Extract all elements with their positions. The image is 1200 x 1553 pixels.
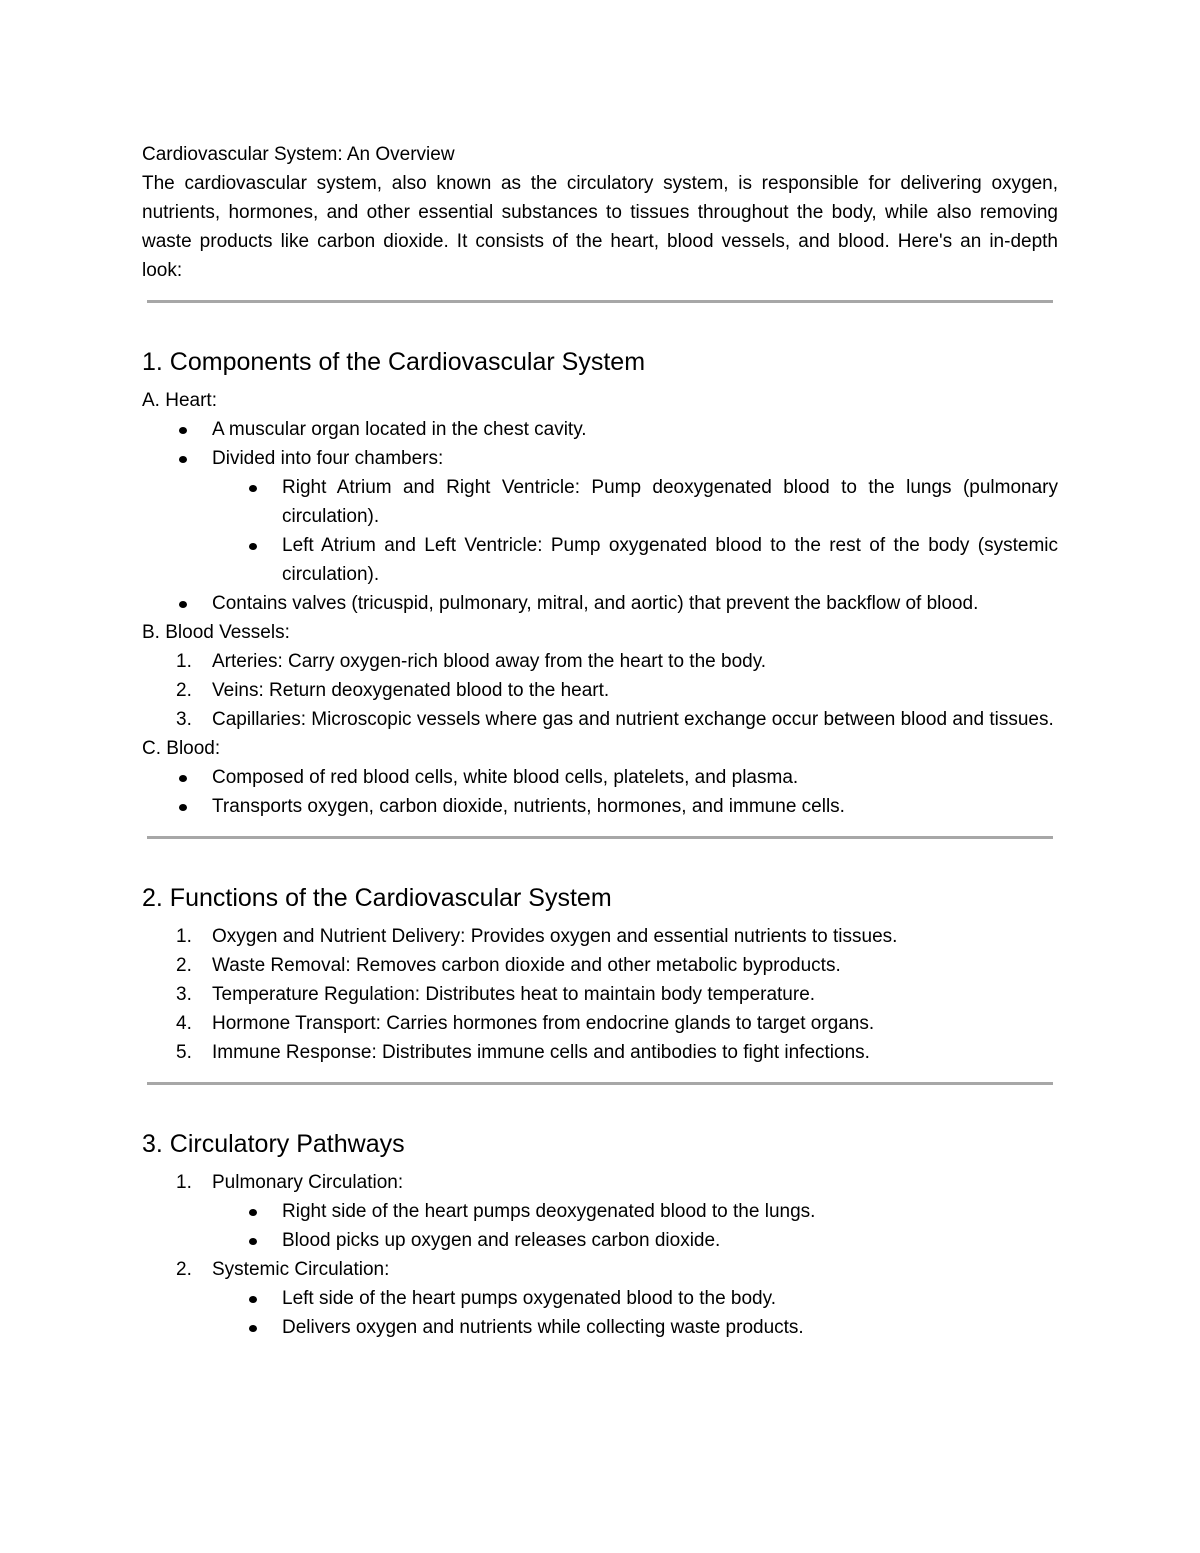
list-number: 5. <box>176 1042 192 1063</box>
list-number: 3. <box>176 984 192 1005</box>
section-heading-functions: 2. Functions of the Cardiovascular System <box>142 884 612 912</box>
section-heading-pathways: 3. Circulatory Pathways <box>142 1130 405 1158</box>
pulmonary-list <box>212 1197 1058 1255</box>
vessels-list <box>142 647 1058 734</box>
list-item-text: Arteries: Carry oxygen-rich blood away from the heart to the body. <box>212 651 767 672</box>
list-item-text: Divided into four chambers: <box>212 448 444 469</box>
section-heading-components: 1. Components of the Cardiovascular System <box>142 348 646 376</box>
list-item-text: Temperature Regulation: Distributes heat to maintain body temperature. <box>212 984 816 1005</box>
list-item: Composed of red blood cells, white blood cells, platelets, and plasma. <box>142 763 1058 792</box>
list-item <box>142 951 1058 980</box>
list-item-text: Immune Response: Distributes immune cells and antibodies to fight infections. <box>212 1042 870 1063</box>
list-item <box>142 647 1058 676</box>
list-number: 2. <box>176 680 192 701</box>
list-item: Right side of the heart pumps deoxygenated blood to the lungs. <box>212 1197 1058 1226</box>
list-item <box>142 705 1058 734</box>
list-item: Transports oxygen, carbon dioxide, nutrients, hormones, and immune cells. <box>142 792 1058 821</box>
chambers-list <box>212 473 1058 589</box>
subheading-heart: A. Heart: <box>142 390 217 411</box>
list-number: 1. <box>176 926 192 947</box>
list-item <box>142 444 1058 589</box>
pathways-list <box>142 1168 1058 1342</box>
horizontal-rule <box>147 836 1053 839</box>
list-item: Blood picks up oxygen and releases carbon dioxide. <box>212 1226 1058 1255</box>
list-item: Contains valves (tricuspid, pulmonary, mitral, and aortic) that prevent the backflow of blood. <box>142 589 1058 618</box>
horizontal-rule <box>147 300 1053 303</box>
subheading-blood-vessels: B. Blood Vessels: <box>142 622 290 643</box>
list-item <box>142 980 1058 1009</box>
list-number: 2. <box>176 1259 192 1280</box>
list-item-text: Capillaries: Microscopic vessels where gas and nutrient exchange occur between blood and tissues. <box>212 709 1054 730</box>
list-item-text: Oxygen and Nutrient Delivery: Provides oxygen and essential nutrients to tissues. <box>212 926 898 947</box>
list-item: Delivers oxygen and nutrients while collecting waste products. <box>212 1313 1058 1342</box>
heart-list <box>142 415 1058 618</box>
list-item <box>142 1009 1058 1038</box>
list-number: 4. <box>176 1013 192 1034</box>
list-number: 2. <box>176 955 192 976</box>
systemic-list <box>212 1284 1058 1342</box>
document-title: Cardiovascular System: An Overview <box>142 144 455 165</box>
list-item <box>142 922 1058 951</box>
intro-paragraph: The cardiovascular system, also known as the circulatory system, is responsible for delivering oxygen, nutrients, hormones, and other essential substances to tissues throughout the body, while also removing waste products like carbon dioxide. It consists of the heart, blood vessels, and blood. Here's an in-depth look: <box>142 173 1058 281</box>
list-number: 1. <box>176 1172 192 1193</box>
list-number: 3. <box>176 709 192 730</box>
subheading-blood: C. Blood: <box>142 738 221 759</box>
functions-list <box>142 922 1058 1067</box>
list-item-text: Systemic Circulation: <box>212 1259 390 1280</box>
list-item-text: Waste Removal: Removes carbon dioxide and other metabolic byproducts. <box>212 955 841 976</box>
blood-list <box>142 763 1058 821</box>
list-item-text: Veins: Return deoxygenated blood to the heart. <box>212 680 610 701</box>
list-item: Right Atrium and Right Ventricle: Pump deoxygenated blood to the lungs (pulmonary circulation). <box>212 473 1058 531</box>
list-item: Left side of the heart pumps oxygenated blood to the body. <box>212 1284 1058 1313</box>
list-item <box>142 1038 1058 1067</box>
horizontal-rule <box>147 1082 1053 1085</box>
list-item: A muscular organ located in the chest cavity. <box>142 415 1058 444</box>
list-item-text: Hormone Transport: Carries hormones from endocrine glands to target organs. <box>212 1013 875 1034</box>
list-item <box>142 1255 1058 1342</box>
list-item <box>142 676 1058 705</box>
list-number: 1. <box>176 651 192 672</box>
list-item: Left Atrium and Left Ventricle: Pump oxygenated blood to the rest of the body (systemic circulation). <box>212 531 1058 589</box>
list-item-text: Pulmonary Circulation: <box>212 1172 404 1193</box>
list-item <box>142 1168 1058 1255</box>
